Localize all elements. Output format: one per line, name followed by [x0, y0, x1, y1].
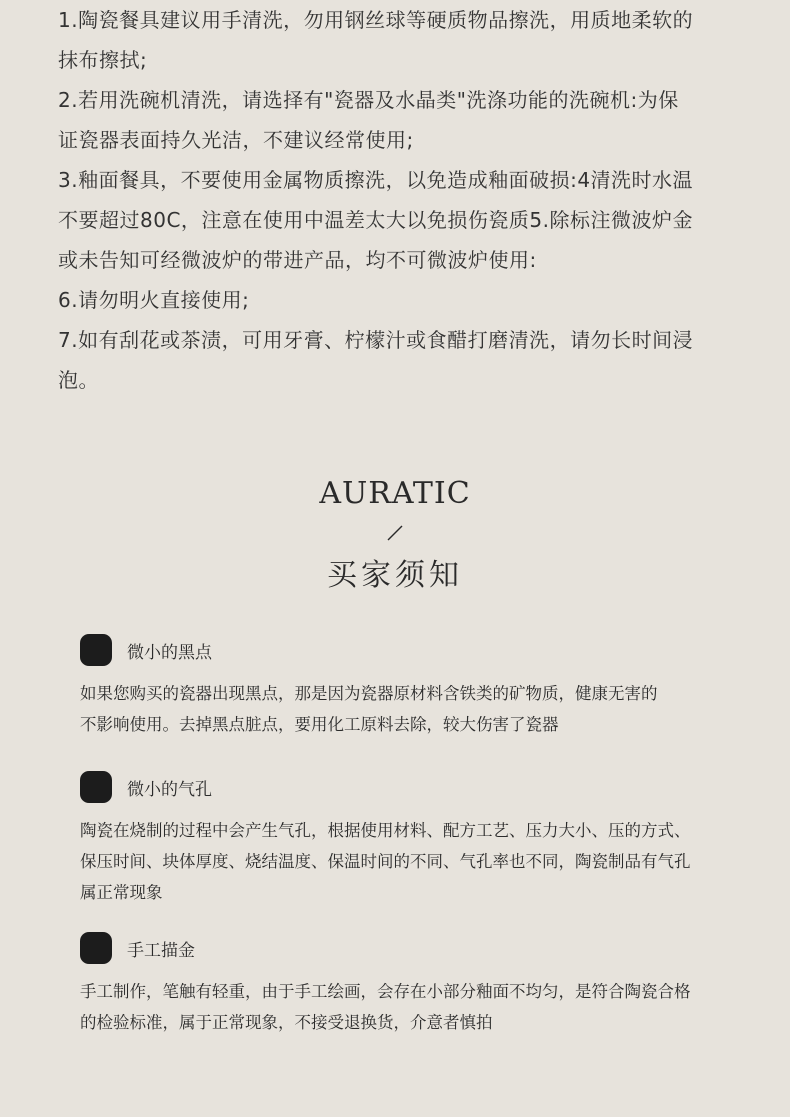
care-line: 证瓷器表面持久光洁，不建议经常使用;: [58, 128, 414, 152]
care-instructions: [58, 0, 748, 400]
notice-pores: [80, 771, 720, 908]
notice-header: [80, 932, 720, 964]
notice-line: 手工制作，笔触有轻重，由于手工绘画，会存在小部分釉面不均匀，是符合陶瓷合格: [80, 982, 691, 1001]
brand-logo-text: AURATIC: [319, 476, 471, 511]
care-line: 抹布擦拭;: [58, 48, 148, 72]
notice-header: [80, 634, 720, 666]
notice-header: [80, 771, 720, 803]
notice-label: 微小的气孔: [127, 779, 212, 800]
care-line: 2.若用洗碗机清洗，请选择有"瓷器及水晶类"洗涤功能的洗碗机:为保: [58, 88, 679, 112]
slash-divider-icon: [386, 524, 404, 542]
care-line: 不要超过80C，注意在使用中温差太大以免损伤瓷质5.除标注微波炉金: [58, 208, 693, 232]
notice-black-spots: [80, 634, 720, 740]
care-line: 3.釉面餐具，不要使用金属物质擦洗，以免造成釉面破损:4清洗时水温: [58, 168, 694, 192]
notice-body: [80, 678, 720, 740]
notice-line: 不影响使用。去掉黑点脏点，要用化工原料去除，较大伤害了瓷器: [80, 715, 559, 734]
care-line: 泡。: [58, 368, 99, 392]
bullet-square-icon: [80, 634, 112, 666]
notice-body: [80, 976, 720, 1038]
notice-line: 保压时间、块体厚度、烧结温度、保温时间的不同、气孔率也不同，陶瓷制品有气孔: [80, 852, 691, 871]
care-line: 1.陶瓷餐具建议用手清洗，勿用钢丝球等硬质物品擦洗，用质地柔软的: [58, 8, 694, 32]
care-line: 6.请勿明火直接使用;: [58, 288, 250, 312]
care-line: 7.如有刮花或茶渍，可用牙膏、柠檬汁或食醋打磨清洗，请勿长时间浸: [58, 328, 694, 352]
notice-body: [80, 815, 720, 908]
bullet-square-icon: [80, 771, 112, 803]
notice-line: 的检验标准，属于正常现象，不接受退换货，介意者慎拍: [80, 1013, 493, 1032]
notice-line: 如果您购买的瓷器出现黑点，那是因为瓷器原材料含铁类的矿物质，健康无害的: [80, 684, 658, 703]
brand-header: [0, 472, 790, 596]
notice-label: 微小的黑点: [127, 642, 212, 663]
care-line: 或未告知可经微波炉的带进产品，均不可微波炉使用:: [58, 248, 537, 272]
bullet-square-icon: [80, 932, 112, 964]
notice-hand-gilding: [80, 932, 720, 1038]
notice-line: 陶瓷在烧制的过程中会产生气孔，根据使用材料、配方工艺、压力大小、压的方式、: [80, 821, 691, 840]
section-title: 买家须知: [327, 558, 463, 593]
notice-line: 属正常现象: [80, 883, 163, 902]
notice-label: 手工描金: [127, 940, 195, 961]
